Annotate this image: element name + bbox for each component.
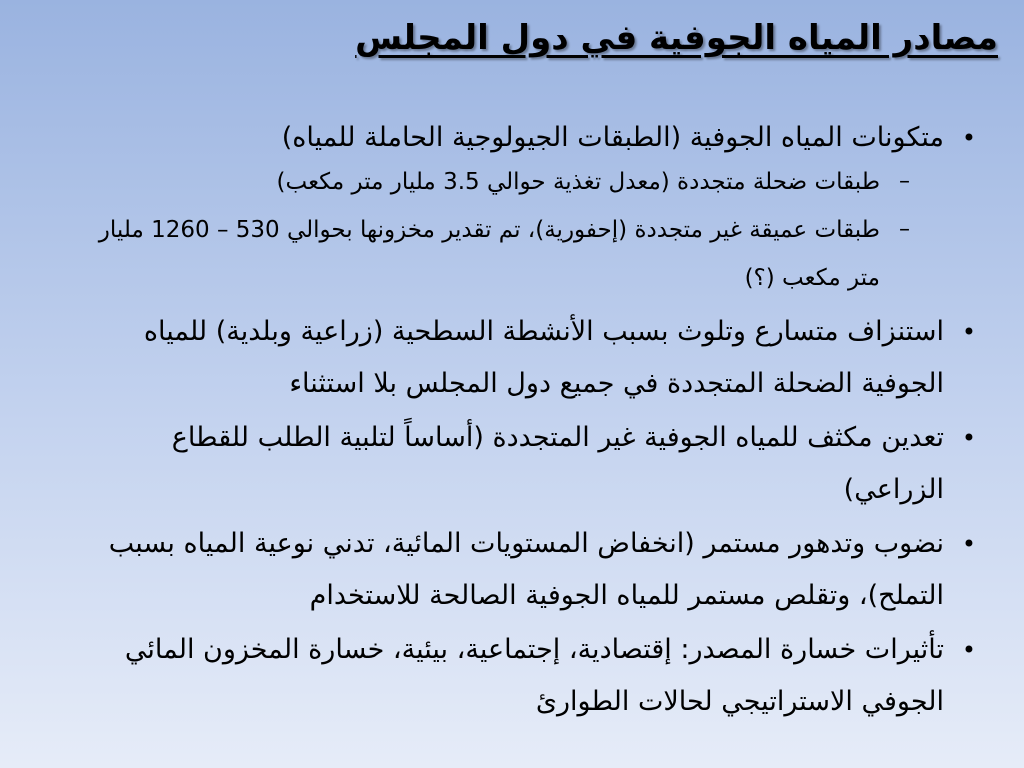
bullet-text: متكونات المياه الجوفية (الطبقات الجيولوجية الحاملة للمياه): [281, 122, 944, 153]
bullet-aquifer-formations: [84, 112, 984, 302]
bullet-text: نضوب وتدهور مستمر (انخفاض المستويات المائية، تدني نوعية المياه بسبب التملح)، وتقلص مستمر للمياه الجوفية الصالحة للاستخدام: [108, 528, 944, 611]
sub-bullet-shallow-layers: [84, 158, 916, 206]
bullet-text: تأثيرات خسارة المصدر: إقتصادية، إجتماعية، بيئية، خسارة المخزون المائي الجوفي الاستراتيجي لحالات الطوارئ: [124, 634, 944, 717]
slide-content: [84, 112, 984, 730]
slide-title: مصادر المياه الجوفية في دول المجلس: [355, 18, 998, 58]
sub-bullet-list: [84, 158, 944, 302]
bullet-text: استنزاف متسارع وتلوث بسبب الأنشطة السطحية (زراعية وبلدية) للمياه الجوفية الضحلة المتجددة في جميع دول المجلس بلا استثناء: [143, 316, 944, 399]
sub-bullet-text: طبقات ضحلة متجددة (معدل تغذية حوالي 3.5 مليار متر مكعب): [276, 169, 880, 195]
bullet-deterioration: [84, 518, 984, 622]
bullet-text: تعدين مكثف للمياه الجوفية غير المتجددة (أساساً لتلبية الطلب للقطاع الزراعي): [171, 422, 944, 505]
bullet-impacts: [84, 624, 984, 728]
bullet-depletion: [84, 306, 984, 410]
sub-bullet-text: طبقات عميقة غير متجددة (إحفورية)، تم تقدير مخزونها بحوالي 530 – 1260 مليار متر مكعب (؟): [98, 217, 880, 291]
sub-bullet-deep-layers: [84, 206, 916, 302]
bullet-mining: [84, 412, 984, 516]
bullet-list: [84, 112, 984, 728]
